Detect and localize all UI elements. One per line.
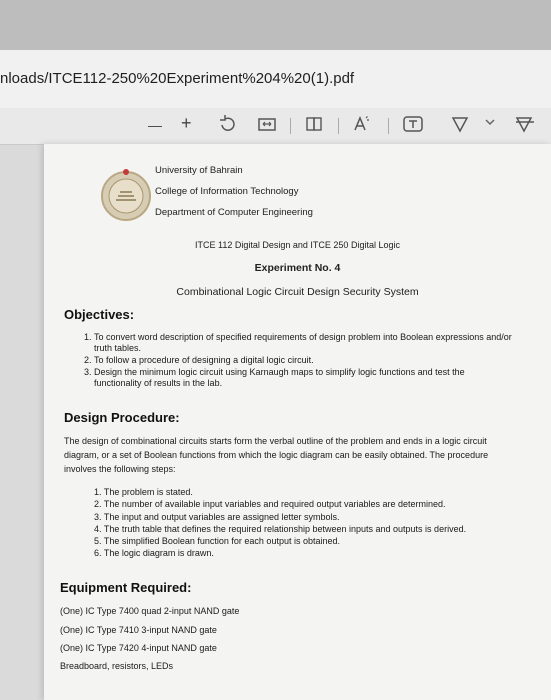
list-item: (One) IC Type 7410 3-input NAND gate — [60, 625, 217, 635]
rotate-icon[interactable] — [218, 114, 238, 134]
header-college: College of Information Technology — [155, 186, 299, 197]
experiment-title: Combinational Logic Circuit Design Security System — [176, 286, 419, 298]
list-item: 2. To follow a procedure of designing a digital logic circuit. — [94, 355, 514, 366]
url-text[interactable]: nloads/ITCE112-250%20Experiment%204%20(1).pdf — [0, 70, 355, 87]
erase-icon[interactable] — [514, 114, 536, 134]
list-item: 2. The number of available input variables and required output variables are determined. — [94, 499, 446, 510]
toolbar-divider — [338, 118, 339, 134]
steps-list — [94, 486, 466, 560]
objectives-heading: Objectives: — [64, 307, 135, 322]
list-item: Breadboard, resistors, LEDs — [60, 661, 174, 671]
design-paragraph: The design of combinational circuits starts form the verbal outline of the problem and ends in a logic circuit diagram, or a set of Boolean functions from which the logic diagram can be easily obtained. The procedure involves the following steps: — [64, 436, 489, 474]
window-top-area — [0, 0, 551, 50]
pdf-page — [44, 144, 551, 700]
read-aloud-icon[interactable] — [352, 114, 372, 134]
list-item: (One) IC Type 7400 quad 2-input NAND gate — [60, 606, 240, 616]
objectives-list — [76, 332, 514, 390]
list-item: 1. To convert word description of specified requirements of design problem into Boolean expressions and/or truth tables. — [94, 332, 514, 354]
list-item: 3. Design the minimum logic circuit using Karnaugh maps to simplify logic functions and test the functionality of results in the lab. — [94, 367, 514, 389]
experiment-number: Experiment No. 4 — [254, 262, 341, 274]
draw-icon[interactable] — [450, 114, 470, 134]
list-item: 4. The truth table that defines the required relationship between inputs and outputs is derived. — [94, 523, 467, 534]
header-university: University of Bahrain — [155, 165, 243, 176]
toolbar-divider — [290, 118, 291, 134]
list-item: 1. The problem is stated. — [94, 487, 193, 497]
address-bar[interactable] — [0, 50, 551, 109]
list-item: 6. The logic diagram is drawn. — [94, 548, 214, 559]
toolbar-divider — [388, 118, 389, 134]
university-seal-icon — [98, 166, 154, 222]
header-department: Department of Computer Engineering — [155, 207, 313, 218]
zoom-out-button[interactable]: — — [148, 117, 162, 133]
text-box-icon[interactable] — [402, 114, 424, 134]
equipment-heading: Equipment Required: — [60, 580, 192, 595]
page-view-icon[interactable] — [304, 114, 324, 134]
fit-page-icon[interactable] — [257, 114, 277, 134]
zoom-in-button[interactable]: + — [181, 113, 192, 133]
list-item: 3. The input and output variables are assigned letter symbols. — [94, 511, 340, 522]
chevron-down-icon[interactable] — [484, 116, 496, 128]
list-item: 5. The simplified Boolean function for each output is obtained. — [94, 536, 340, 547]
course-line: ITCE 112 Digital Design and ITCE 250 Digital Logic — [195, 240, 400, 250]
design-procedure-heading: Design Procedure: — [64, 410, 180, 425]
list-item: (One) IC Type 7420 4-input NAND gate — [60, 643, 217, 653]
pdf-toolbar — [0, 108, 551, 145]
